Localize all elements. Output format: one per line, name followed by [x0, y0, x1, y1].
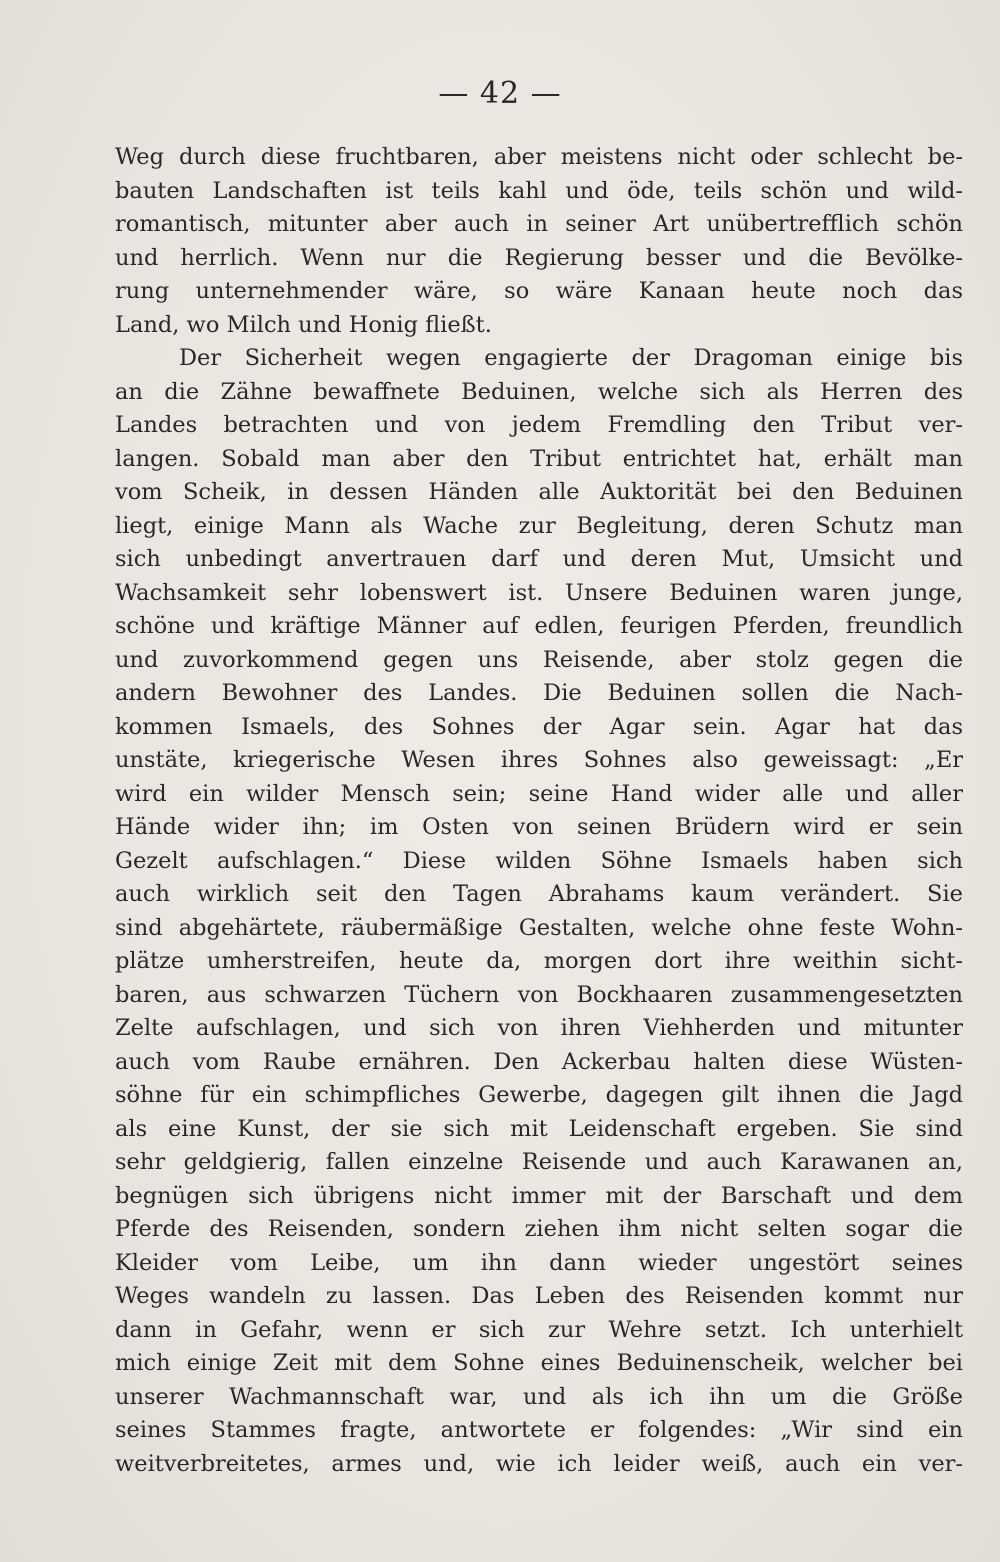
text-line: bauten Landschaften ist teils kahl und öde, teils schön und wild-: [115, 177, 963, 204]
text-line: begnügen sich übrigens nicht immer mit der Barschaft und dem: [115, 1182, 963, 1209]
text-line: auch wirklich seit den Tagen Abrahams kaum verändert. Sie: [115, 881, 963, 907]
text-line: dann in Gefahr, wenn er sich zur Wehre setzt. Ich unterhielt: [115, 1316, 963, 1343]
text-line: Weg durch diese fruchtbaren, aber meistens nicht oder schlecht be-: [115, 144, 963, 170]
text-line: weitverbreitetes, armes und, wie ich leider weiß, auch ein ver-: [115, 1450, 963, 1477]
text-line: auch vom Raube ernähren. Den Ackerbau halten diese Wüsten-: [115, 1048, 963, 1075]
text-line: sich unbedingt anvertrauen darf und deren Mut, Umsicht und: [115, 546, 963, 572]
page-number: — 42 —: [438, 76, 562, 111]
text-line: als eine Kunst, der sie sich mit Leidenschaft ergeben. Sie sind: [115, 1115, 963, 1142]
text-line: Kleider vom Leibe, um ihn dann wieder ungestört seines: [115, 1249, 963, 1276]
text-line: sind abgehärtete, räubermäßige Gestalten, welche ohne feste Wohn-: [115, 914, 963, 941]
text-line: Landes betrachten und von jedem Fremdling den Tribut ver-: [115, 412, 963, 438]
text-line: unstäte, kriegerische Wesen ihres Sohnes also geweissagt: „Er: [115, 747, 963, 773]
text-line: Der Sicherheit wegen engagierte der Dragoman einige bis: [179, 345, 963, 371]
text-line: kommen Ismaels, des Sohnes der Agar sein. Agar hat das: [115, 713, 963, 740]
text-line: Hände wider ihn; im Osten von seinen Brüdern wird er sein: [115, 814, 963, 840]
text-line: unserer Wachmannschaft war, und als ich ihn um die Größe: [115, 1383, 963, 1410]
text-line: andern Bewohner des Landes. Die Beduinen sollen die Nach-: [115, 680, 963, 706]
text-line: baren, aus schwarzen Tüchern von Bockhaaren zusammengesetzten: [115, 981, 963, 1008]
text-line: und herrlich. Wenn nur die Regierung besser und die Bevölke-: [115, 244, 963, 271]
text-line: an die Zähne bewaffnete Beduinen, welche sich als Herren des: [115, 378, 963, 405]
text-line: sehr geldgierig, fallen einzelne Reisende und auch Karawanen an,: [115, 1149, 963, 1175]
text-line: söhne für ein schimpfliches Gewerbe, dagegen gilt ihnen die Jagd: [115, 1082, 963, 1108]
text-line: wird ein wilder Mensch sein; seine Hand wider alle und aller: [115, 780, 963, 807]
text-line: Gezelt aufschlagen.“ Diese wilden Söhne Ismaels haben sich: [115, 847, 963, 874]
text-line: und zuvorkommend gegen uns Reisende, aber stolz gegen die: [115, 646, 963, 673]
text-line: seines Stammes fragte, antwortete er folgendes: „Wir sind ein: [115, 1417, 963, 1443]
text-line: rung unternehmender wäre, so wäre Kanaan heute noch das: [115, 278, 963, 304]
text-line: romantisch, mitunter aber auch in seiner Art unübertrefflich schön: [115, 211, 963, 237]
text-line: schöne und kräftige Männer auf edlen, feurigen Pferden, freundlich: [115, 613, 963, 639]
text-line: Weges wandeln zu lassen. Das Leben des Reisenden kommt nur: [115, 1283, 963, 1309]
body-text: [115, 141, 963, 1481]
text-line: Wachsamkeit sehr lobenswert ist. Unsere Beduinen waren junge,: [115, 579, 963, 606]
text-line: vom Scheik, in dessen Händen alle Auktorität bei den Beduinen: [115, 479, 963, 505]
text-line: mich einige Zeit mit dem Sohne eines Beduinenscheik, welcher bei: [115, 1350, 963, 1376]
text-line: plätze umherstreifen, heute da, morgen dort ihre weithin sicht-: [115, 948, 963, 974]
text-line: Pferde des Reisenden, sondern ziehen ihm nicht selten sogar die: [115, 1216, 963, 1242]
text-line: Land, wo Milch und Honig fließt.: [115, 311, 492, 338]
text-line: Zelte aufschlagen, und sich von ihren Viehherden und mitunter: [115, 1015, 963, 1041]
text-line: liegt, einige Mann als Wache zur Begleitung, deren Schutz man: [115, 512, 963, 539]
text-line: langen. Sobald man aber den Tribut entrichtet hat, erhält man: [115, 445, 963, 472]
